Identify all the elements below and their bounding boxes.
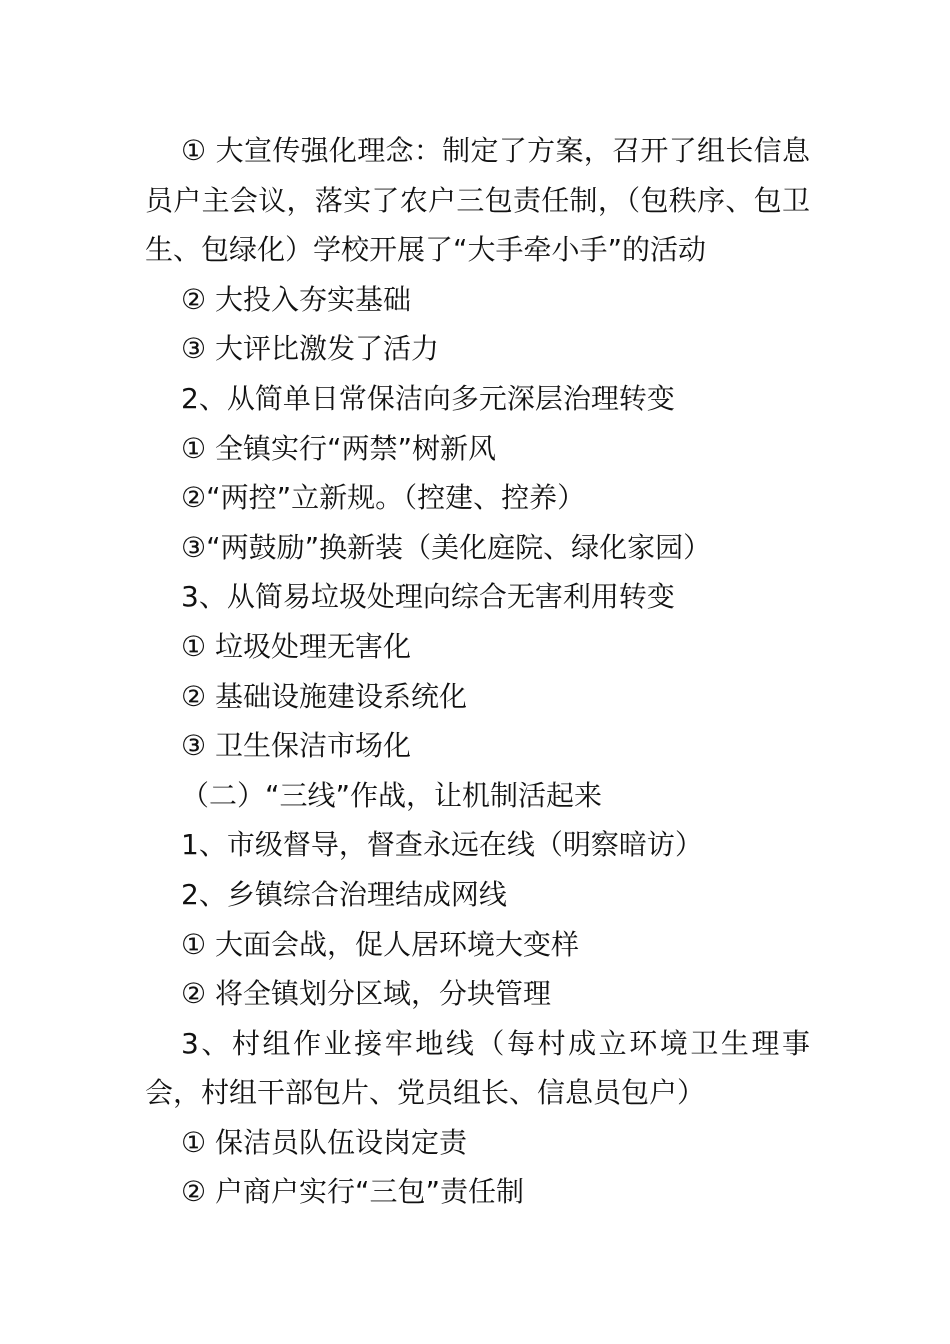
paragraph-13: 1、市级督导，督查永远在线（明察暗访） (181, 828, 703, 862)
paragraph-7: ③“两鼓励”换新装（美化庭院、绿化家园） (181, 530, 712, 564)
paragraph-14: 2、乡镇综合治理结成网线 (181, 877, 507, 911)
paragraph-2: ② 大投入夯实基础 (181, 282, 412, 316)
paragraph-16: ② 将全镇划分区域，分块管理 (181, 977, 552, 1011)
paragraph-3: ③ 大评比激发了活力 (181, 332, 440, 366)
paragraph-19: ② 户商户实行“三包”责任制 (181, 1175, 525, 1209)
paragraph-6: ②“两控”立新规。（控建、控养） (181, 481, 586, 515)
paragraph-8: 3、从简易垃圾处理向综合无害利用转变 (181, 580, 675, 614)
paragraph-17: 3、村组作业接牢地线（每村成立环境卫生理事会，村组干部包片、党员组长、信息员包户） (145, 1026, 810, 1110)
section-heading: （二）“三线”作战，让机制活起来 (181, 778, 603, 812)
document-body (145, 126, 810, 1217)
paragraph-4: 2、从简单日常保洁向多元深层治理转变 (181, 381, 675, 415)
paragraph-5: ① 全镇实行“两禁”树新风 (181, 431, 497, 465)
paragraph-9: ① 垃圾处理无害化 (181, 629, 412, 663)
paragraph-10: ② 基础设施建设系统化 (181, 679, 468, 713)
paragraph-15: ① 大面会战，促人居环境大变样 (181, 927, 580, 961)
paragraph-11: ③ 卫生保洁市场化 (181, 729, 412, 763)
paragraph-1: ① 大宣传强化理念：制定了方案，召开了组长信息员户主会议，落实了农户三包责任制，（包秩序、包卫生、包绿化）学校开展了“大手牵小手”的活动 (145, 134, 810, 267)
paragraph-18: ① 保洁员队伍设岗定责 (181, 1125, 468, 1159)
